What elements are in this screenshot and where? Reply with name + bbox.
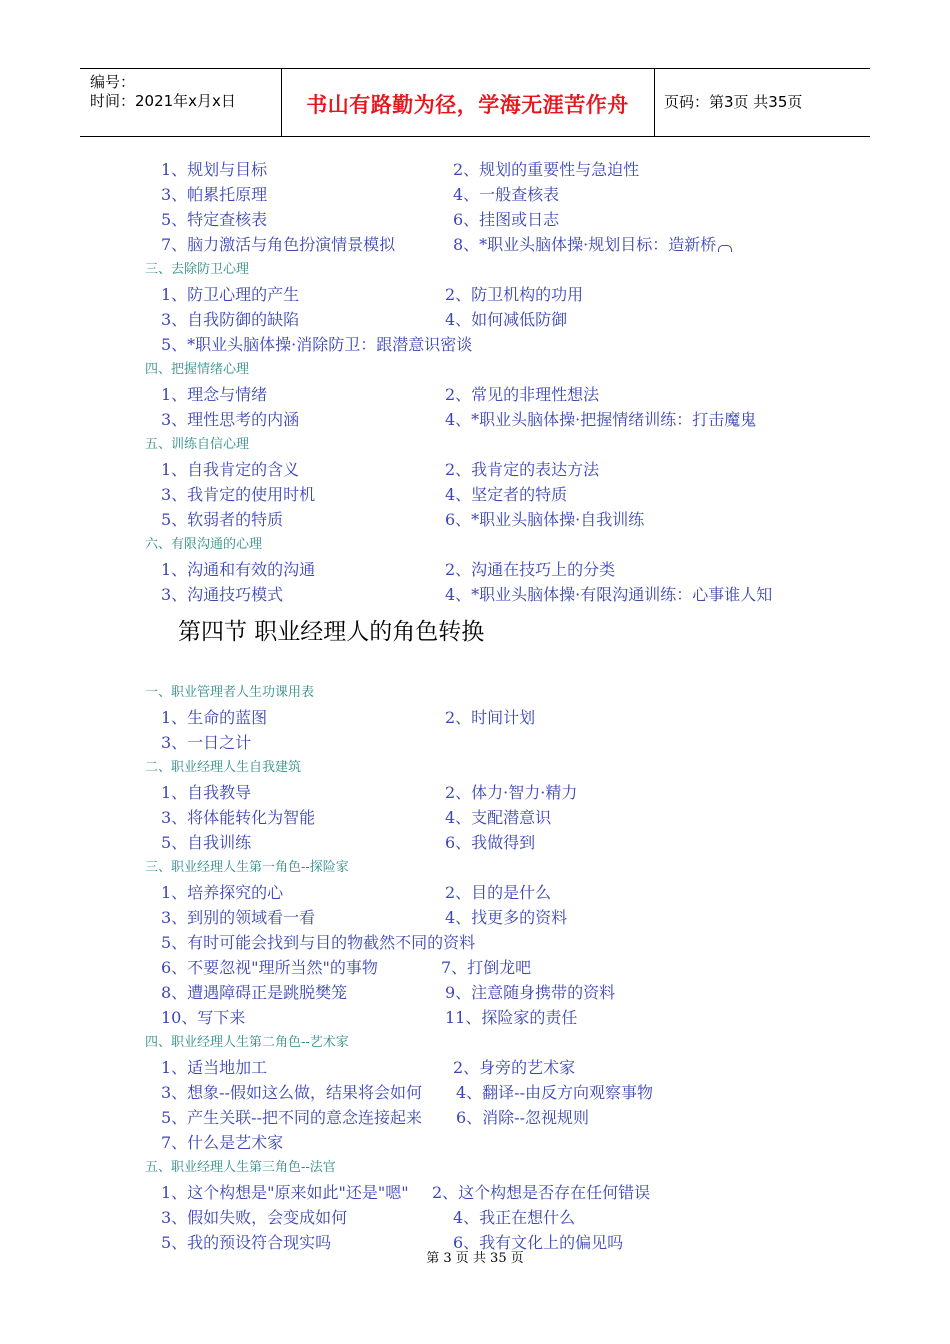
outline-item: 4、我正在想什么 <box>453 1208 576 1227</box>
outline-item: 3、自我防御的缺陷 <box>161 310 300 329</box>
outline-item: 4、*职业头脑体操·有限沟通训练：心事谁人知 <box>445 585 773 604</box>
header-meta <box>90 73 236 111</box>
outline-item: 1、自我教导 <box>161 783 252 802</box>
document-time-label: 时间：2021年x月x日 <box>90 92 236 110</box>
outline-item: 6、*职业头脑体操·自我训练 <box>445 510 645 529</box>
outline-item: 3、沟通技巧模式 <box>161 585 284 604</box>
outline-item: 11、探险家的责任 <box>445 1008 578 1027</box>
outline-item: 6、消除--忽视规则 <box>456 1108 589 1127</box>
outline-item: 9、注意随身携带的资料 <box>445 983 616 1002</box>
outline-item: 2、规划的重要性与急迫性 <box>453 160 640 179</box>
outline-heading: 六、有限沟通的心理 <box>145 537 263 552</box>
outline-item: 10、写下来 <box>161 1008 246 1027</box>
outline-item: 1、理念与情绪 <box>161 385 268 404</box>
outline-item: 5、我的预设符合现实吗 <box>161 1233 332 1252</box>
outline-item: 4、一般查核表 <box>453 185 560 204</box>
outline-heading: 三、去除防卫心理 <box>145 262 250 277</box>
outline-item: 1、自我肯定的含义 <box>161 460 300 479</box>
outline-item: 8、*职业头脑体操·规划目标：造新桥 <box>453 235 732 255</box>
section-title: 第四节 职业经理人的角色转换 <box>178 619 485 645</box>
outline-item: 2、时间计划 <box>445 708 536 727</box>
outline-heading: 五、训练自信心理 <box>145 437 250 452</box>
outline-item: 2、身旁的艺术家 <box>453 1058 576 1077</box>
outline-item: 1、这个构想是"原来如此"还是"嗯" <box>161 1183 409 1202</box>
outline-item: 6、不要忽视"理所当然"的事物 <box>161 958 378 977</box>
outline-heading: 二、职业经理人生自我建筑 <box>145 760 302 775</box>
outline-item: 3、到别的领域看一看 <box>161 908 316 927</box>
outline-item: 6、挂图或日志 <box>453 210 560 229</box>
outline-item: 3、理性思考的内涵 <box>161 410 300 429</box>
outline-item: 5、*职业头脑体操·消除防卫：跟潜意识密谈 <box>161 335 473 354</box>
page-footer: 第 3 页 共 35 页 <box>426 1251 524 1266</box>
outline-item: 8、遭遇障碍正是跳脱樊笼 <box>161 983 348 1002</box>
outline-item: 3、将体能转化为智能 <box>161 808 316 827</box>
header-divider <box>654 69 655 136</box>
document-number-label: 编号： <box>90 73 136 91</box>
outline-item: 5、有时可能会找到与目的物截然不同的资料 <box>161 933 476 952</box>
outline-item: 1、生命的蓝图 <box>161 708 268 727</box>
outline-item: 5、自我训练 <box>161 833 252 852</box>
outline-item: 4、如何减低防御 <box>445 310 568 329</box>
outline-item: 2、这个构想是否存在任何错误 <box>432 1183 651 1202</box>
outline-item: 1、培养探究的心 <box>161 883 284 902</box>
outline-item: 2、防卫机构的功用 <box>445 285 584 304</box>
outline-item: 1、防卫心理的产生 <box>161 285 300 304</box>
outline-item: 2、目的是什么 <box>445 883 552 902</box>
outline-heading: 四、把握情绪心理 <box>145 362 250 377</box>
outline-item: 7、什么是艺术家 <box>161 1133 284 1152</box>
outline-item: 3、想象--假如这么做，结果将会如何 <box>161 1083 422 1102</box>
outline-item: 4、翻译--由反方向观察事物 <box>456 1083 653 1102</box>
outline-item: 3、帕累托原理 <box>161 185 268 204</box>
outline-item: 1、规划与目标 <box>161 160 268 179</box>
document-header <box>80 68 870 137</box>
outline-item: 6、我做得到 <box>445 833 536 852</box>
outline-item: 4、*职业头脑体操·把握情绪训练：打击魔鬼 <box>445 410 757 429</box>
outline-item: 2、常见的非理性想法 <box>445 385 600 404</box>
outline-item: 3、一日之计 <box>161 733 252 752</box>
outline-item: 2、体力·智力·精力 <box>445 783 578 802</box>
outline-item: 3、假如失败，会变成如何 <box>161 1208 348 1227</box>
outline-item: 2、我肯定的表达方法 <box>445 460 600 479</box>
header-motto: 书山有路勤为径，学海无涯苦作舟 <box>306 92 629 117</box>
outline-item: 4、坚定者的特质 <box>445 485 568 504</box>
outline-item: 7、打倒龙吧 <box>441 958 532 977</box>
outline-item: 1、适当地加工 <box>161 1058 268 1077</box>
outline-heading: 四、职业经理人生第二角色--艺术家 <box>145 1035 349 1050</box>
outline-item: 2、沟通在技巧上的分类 <box>445 560 616 579</box>
header-page-label: 页码：第3页 共35页 <box>664 93 803 111</box>
outline-item: 7、脑力激活与角色扮演情景模拟 <box>161 235 396 254</box>
outline-item: 4、支配潜意识 <box>445 808 552 827</box>
outline-item: 5、特定查核表 <box>161 210 268 229</box>
outline-heading: 三、职业经理人生第一角色--探险家 <box>145 860 349 875</box>
outline-item: 4、找更多的资料 <box>445 908 568 927</box>
outline-item: 3、我肯定的使用时机 <box>161 485 316 504</box>
bridge-icon <box>718 245 732 252</box>
outline-item: 5、产生关联--把不同的意念连接起来 <box>161 1108 422 1127</box>
outline-heading: 五、职业经理人生第三角色--法官 <box>145 1160 336 1175</box>
outline-item: 6、我有文化上的偏见吗 <box>453 1233 624 1252</box>
outline-item: 5、软弱者的特质 <box>161 510 284 529</box>
outline-item: 1、沟通和有效的沟通 <box>161 560 316 579</box>
outline-heading: 一、职业管理者人生功课用表 <box>145 685 315 700</box>
